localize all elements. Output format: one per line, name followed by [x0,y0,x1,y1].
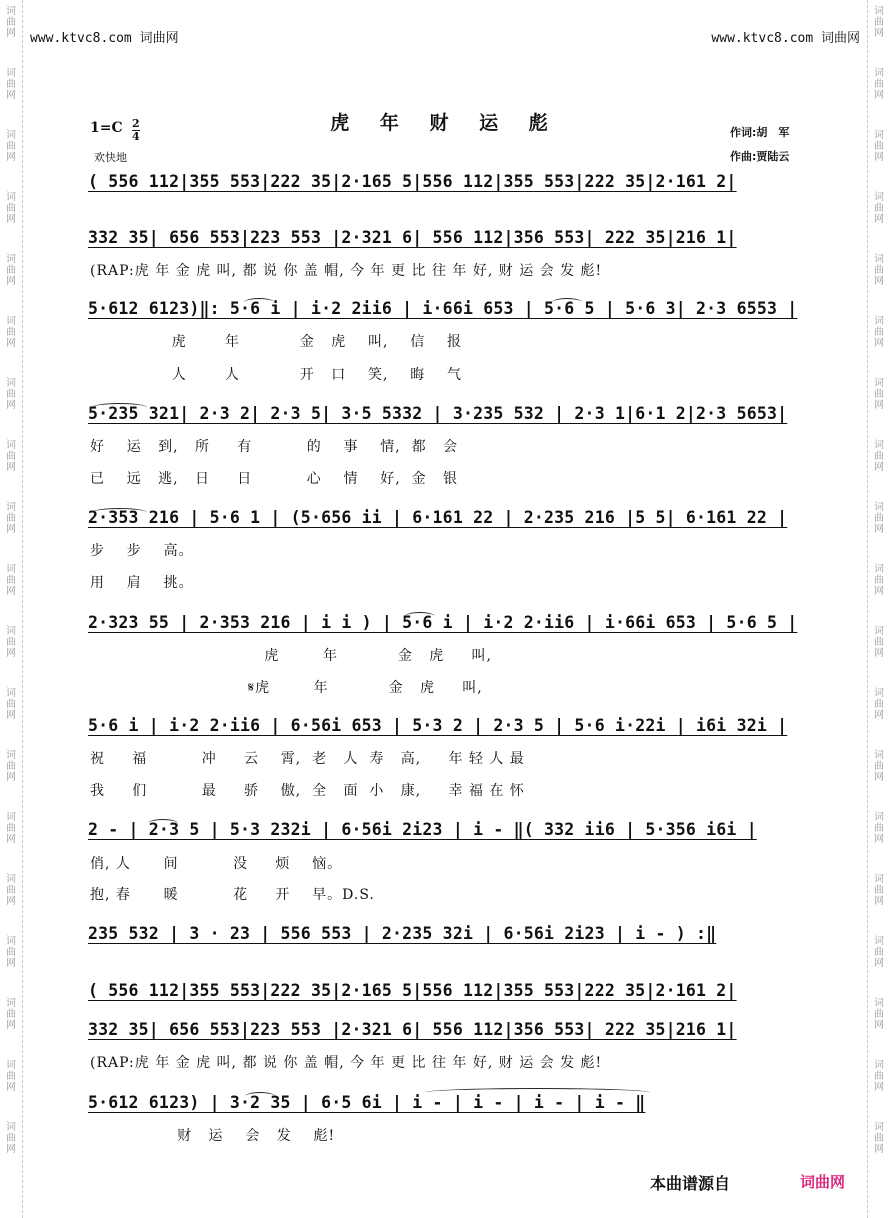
notation-line-9: 235 532 | 3 · 23 | 556 553 | 2·235 32i | 6·56i 2i23 | i - ) :‖ [88,924,717,943]
margin-watermark-mark: 词 曲 网 [874,688,884,721]
notation-line-12: 5·612 6123) | 3·2 35 | 6·5 6i | i - | i - | i - | i - ‖ [88,1093,646,1112]
margin-watermark-mark: 词 曲 网 [6,6,16,39]
left-margin-watermark [0,0,23,1218]
notation-line-6: 2·323 55 | 2·353 216 | i i ) | 5·6 i | i·2 2·ii6 | i·66i 653 | 5·6 5 | [88,613,798,632]
margin-watermark-mark: 词 曲 网 [874,130,884,163]
margin-watermark-mark: 词 曲 网 [6,998,16,1031]
lyric-line-3a: 虎 年 金 虎 叫, 信 报 [90,334,463,350]
lyric-line-5b: 用 肩 挑。 [90,575,194,591]
key-signature: 1=C [90,120,123,136]
margin-watermark-mark: 词 曲 网 [874,1060,884,1093]
lyric-line-6a: 虎 年 金 虎 叫, [90,648,493,664]
margin-watermark-mark: 词 曲 网 [6,936,16,969]
time-signature [132,118,140,143]
margin-watermark-mark: 词 曲 网 [874,874,884,907]
margin-watermark-mark: 词 曲 网 [6,316,16,349]
lyric-line-3b: 人 人 开 口 笑, 晦 气 [90,367,463,383]
slur-mark [552,298,582,307]
lyric-line-4b: 已 远 逃, 日 日 心 情 好, 金 银 [90,471,459,487]
margin-watermark-mark: 词 曲 网 [6,874,16,907]
lyric-line-11a: (RAP:虎 年 金 虎 叫, 都 说 你 盖 帽, 今 年 更 比 往 年 好, 财 运 会 发 彪! [90,1055,603,1071]
lyric-line-7b: 我 们 最 骄 傲, 全 面 小 康, 幸 福 在 怀 [90,783,525,799]
notation-line-10: ( 556 112|355 553|222 35|2·165 5|556 112|355 553|222 35|2·161 2| [88,981,737,1000]
margin-watermark-mark: 词 曲 网 [874,440,884,473]
margin-watermark-mark: 词 曲 网 [6,750,16,783]
margin-watermark-mark: 词 曲 网 [874,626,884,659]
margin-watermark-mark: 词 曲 网 [874,378,884,411]
lyric-line-8b: 抱, 春 暖 花 开 早。D.S. [90,887,375,903]
margin-watermark-mark: 词 曲 网 [6,688,16,721]
margin-watermark-mark: 词 曲 网 [6,378,16,411]
tempo-marking: 欢快地 [94,151,127,164]
slur-mark [405,612,435,621]
slur-mark [148,819,178,828]
margin-watermark-mark: 词 曲 网 [6,564,16,597]
notation-line-4: 5·235 321| 2·3 2| 2·3 5| 3·5 5332 | 3·235 532 | 2·3 1|6·1 2|2·3 5653| [88,404,788,423]
lyric-line-5a: 步 步 高。 [90,543,194,559]
margin-watermark-mark: 词 曲 网 [6,192,16,225]
composer-credit: 作曲:贾陆云 [730,150,790,163]
margin-watermark-mark: 词 曲 网 [6,68,16,101]
margin-watermark-mark: 词 曲 网 [874,998,884,1031]
lyric-line-2a: (RAP:虎 年 金 虎 叫, 都 说 你 盖 帽, 今 年 更 比 往 年 好, 财 运 会 发 彪! [90,263,603,279]
margin-watermark-mark: 词 曲 网 [874,936,884,969]
margin-watermark-mark: 词 曲 网 [874,750,884,783]
slur-mark [244,298,274,307]
margin-watermark-mark: 词 曲 网 [874,316,884,349]
site-url-right[interactable]: www.ktvc8.com 词曲网 [711,31,860,46]
lyric-line-4a: 好 运 到, 所 有 的 事 情, 都 会 [90,439,459,455]
notation-line-3: 5·612 6123)‖: 5·6 i | i·2 2ii6 | i·66i 653 | 5·6 5 | 5·6 3| 2·3 6553 | [88,299,798,318]
tie-mark [425,1088,650,1097]
margin-watermark-mark: 词 曲 网 [6,254,16,287]
margin-watermark-mark: 词 曲 网 [874,502,884,535]
lyric-line-8a: 俏, 人 间 没 烦 恼。 [90,856,343,872]
notation-line-11: 332 35| 656 553|223 553 |2·321 6| 556 112|356 553| 222 35|216 1| [88,1020,737,1039]
margin-watermark-mark: 词 曲 网 [874,6,884,39]
site-logo[interactable]: 词曲网 [800,1173,846,1191]
margin-watermark-mark: 词 曲 网 [6,1060,16,1093]
slur-mark [92,508,147,517]
margin-watermark-mark: 词 曲 网 [6,130,16,163]
notation-line-7: 5·6 i | i·2 2·ii6 | 6·56i 653 | 5·3 2 | 2·3 5 | 5·6 i·22i | i6i 32i | [88,716,788,735]
notation-line-5: 2·353 216 | 5·6 1 | (5·656 ii | 6·161 22 | 2·235 216 |5 5| 6·161 22 | [88,508,788,527]
song-title: 虎 年 财 运 彪 [330,112,560,134]
notation-line-1: ( 556 112|355 553|222 35|2·165 5|556 112|355 553|222 35|2·161 2| [88,172,737,191]
right-margin-watermark [867,0,890,1218]
margin-watermark-mark: 词 曲 网 [6,1122,16,1155]
margin-watermark-mark: 词 曲 网 [874,1122,884,1155]
margin-watermark-mark: 词 曲 网 [874,564,884,597]
margin-watermark-mark: 词 曲 网 [874,254,884,287]
margin-watermark-mark: 词 曲 网 [6,502,16,535]
margin-watermark-mark: 词 曲 网 [874,68,884,101]
margin-watermark-mark: 词 曲 网 [6,440,16,473]
lyric-line-7a: 祝 福 冲 云 霄, 老 人 寿 高, 年 轻 人 最 [90,751,525,767]
slur-mark [92,403,147,412]
margin-watermark-mark: 词 曲 网 [874,812,884,845]
source-label: 本曲谱源自 [650,1174,731,1193]
site-url-left[interactable]: www.ktvc8.com 词曲网 [30,31,179,46]
margin-watermark-mark: 词 曲 网 [6,626,16,659]
lyric-line-12a: 财 运 会 发 彪! [90,1128,336,1144]
margin-watermark-mark: 词 曲 网 [6,812,16,845]
meter-top: 2 [132,117,140,130]
meter-bottom: 4 [132,130,140,143]
notation-line-2: 332 35| 656 553|223 553 |2·321 6| 556 112|356 553| 222 35|216 1| [88,228,737,247]
lyric-line-6b: 𝄋虎 年 金 虎 叫, [90,680,483,696]
lyricist-credit: 作词:胡 军 [730,126,790,139]
slur-mark [245,1092,275,1101]
margin-watermark-mark: 词 曲 网 [874,192,884,225]
notation-line-8: 2 - | 2·3 5 | 5·3 232i | 6·56i 2i23 | i - ‖( 332 ii6 | 5·356 i6i | [88,820,757,839]
